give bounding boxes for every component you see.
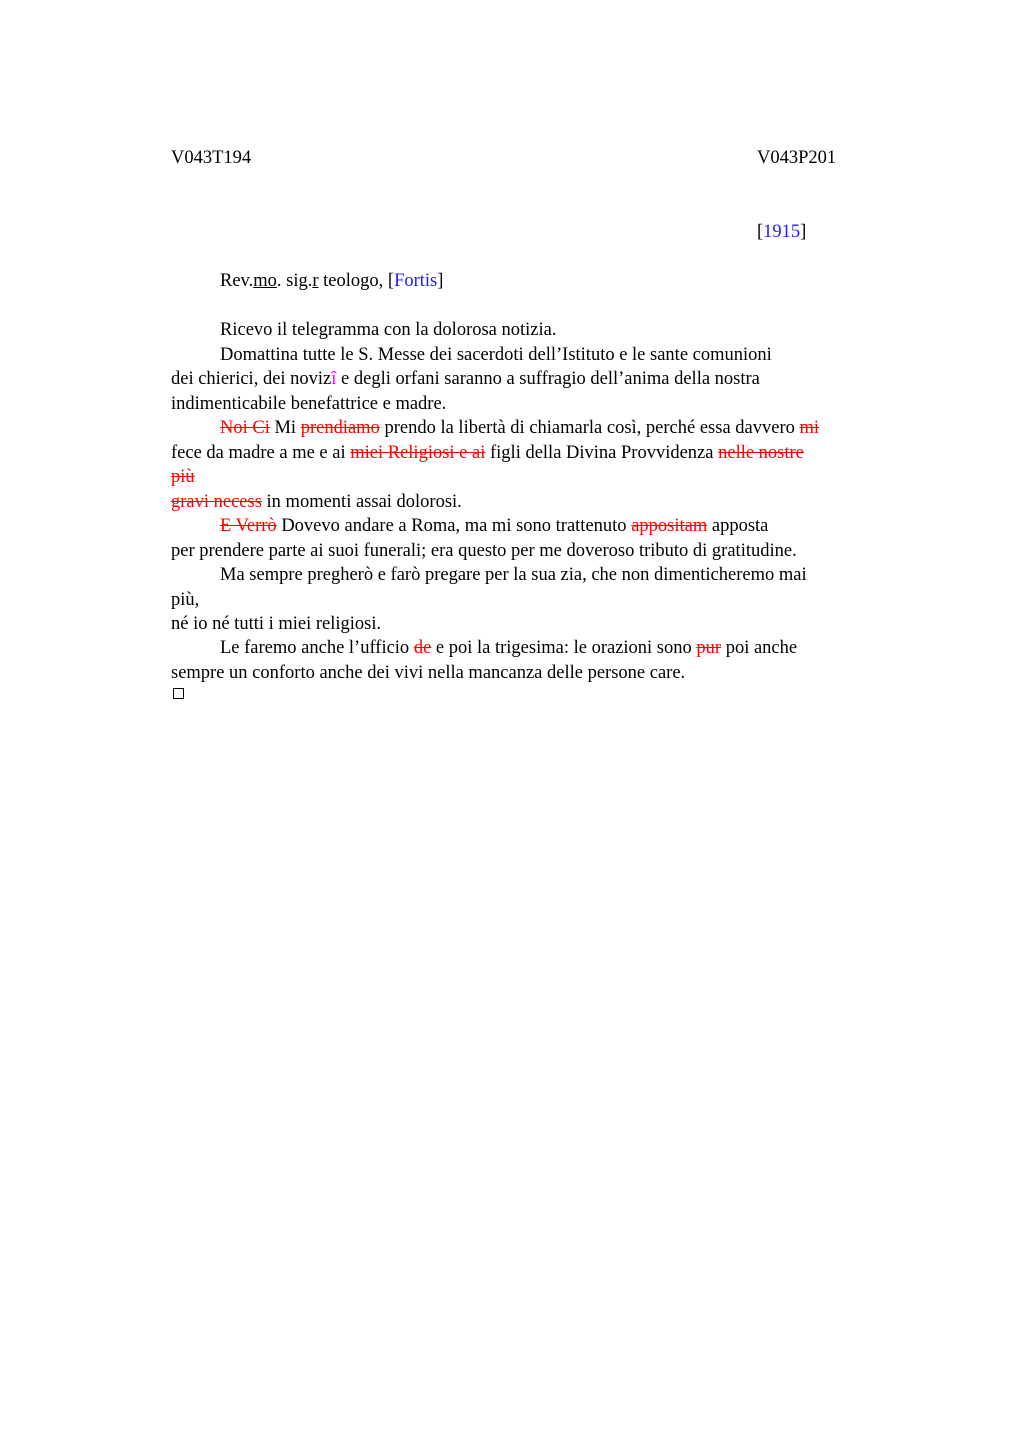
p4-deleted-appositam: appositam: [631, 516, 708, 536]
p4-text-2: apposta: [707, 516, 769, 536]
paragraph-6-line-1: [220, 636, 797, 661]
header-right-code: V043P201: [757, 148, 837, 168]
p3-text-1: Mi: [269, 418, 301, 438]
salutation-r: r: [312, 271, 319, 291]
paragraph-2-line-3: indimenticabile benefattrice e madre.: [171, 394, 447, 414]
paragraph-3-line-4: [171, 490, 462, 515]
p2-text-a: dei chierici, dei noviz: [171, 369, 332, 389]
p2-diacritic-mark: î: [331, 369, 337, 389]
p2-text-b: e degli orfani saranno a suffragio dell’anima della nostra: [336, 369, 760, 389]
paragraph-5-line-3: né io né tutti i miei religiosi.: [171, 614, 382, 634]
salutation-close-bracket: ]: [437, 271, 444, 291]
salutation: [220, 269, 443, 294]
salutation-mo: mo: [253, 271, 277, 291]
paragraph-3-line-2: [171, 441, 804, 466]
p3-deleted-piu: più: [171, 467, 195, 487]
paragraph-1: Ricevo il telegramma con la dolorosa notizia.: [220, 320, 557, 340]
p3-deleted-prendiamo: prendiamo: [300, 418, 380, 438]
p3-deleted-gravi-necess: gravi necess: [171, 492, 262, 512]
p6-text-1: Le faremo anche l’ufficio: [220, 638, 414, 658]
recipient-name: Fortis: [394, 271, 438, 291]
salutation-open-bracket: [: [387, 271, 395, 291]
p4-text-1: Dovevo andare a Roma, ma mi sono trattenuto: [276, 516, 632, 536]
date-close-bracket: ]: [800, 222, 807, 242]
salutation-rev: Rev.: [220, 271, 254, 291]
paragraph-2-line-2: [171, 367, 760, 392]
empty-square-icon: [173, 688, 184, 699]
date-open-bracket: [: [757, 222, 764, 242]
p3-deleted-mi: mi: [799, 418, 820, 438]
p4-deleted-e-verro: E Verrò: [220, 516, 277, 536]
paragraph-3-line-3: [171, 465, 195, 490]
p6-deleted-pur: pur: [696, 638, 722, 658]
salutation-sig: . sig.: [276, 271, 313, 291]
p6-text-2: e poi la trigesima: le orazioni sono: [431, 638, 697, 658]
date-year: 1915: [763, 222, 801, 242]
p3-text-5: in momenti assai dolorosi.: [261, 492, 462, 512]
p3-text-2: prendo la libertà di chiamarla così, perché essa davvero: [379, 418, 800, 438]
paragraph-3-line-1: [220, 416, 819, 441]
salutation-teologo: teologo,: [318, 271, 388, 291]
document-date: [757, 220, 806, 245]
p3-deleted-nelle-nostre: nelle nostre: [718, 443, 804, 463]
p6-deleted-de: de: [413, 638, 432, 658]
p3-deleted-noi-ci: Noi Ci: [220, 418, 270, 438]
paragraph-4-line-1: [220, 514, 768, 539]
p3-text-3: fece da madre a me e ai: [171, 443, 351, 463]
paragraph-2-line-1: Domattina tutte le S. Messe dei sacerdoti dell’Istituto e le sante comunioni: [220, 345, 772, 365]
p6-text-3: poi anche: [721, 638, 798, 658]
p3-deleted-religiosi: miei Religiosi e ai: [350, 443, 486, 463]
header-left-code: V043T194: [171, 148, 252, 168]
p3-text-4: figli della Divina Provvidenza: [485, 443, 719, 463]
paragraph-4-line-2: per prendere parte ai suoi funerali; era questo per me doveroso tributo di gratitudine.: [171, 541, 797, 561]
paragraph-5-line-1: Ma sempre pregherò e farò pregare per la sua zia, che non dimenticheremo mai: [220, 565, 807, 585]
paragraph-5-line-2: più,: [171, 590, 200, 610]
paragraph-6-line-2: sempre un conforto anche dei vivi nella mancanza delle persone care.: [171, 663, 686, 683]
